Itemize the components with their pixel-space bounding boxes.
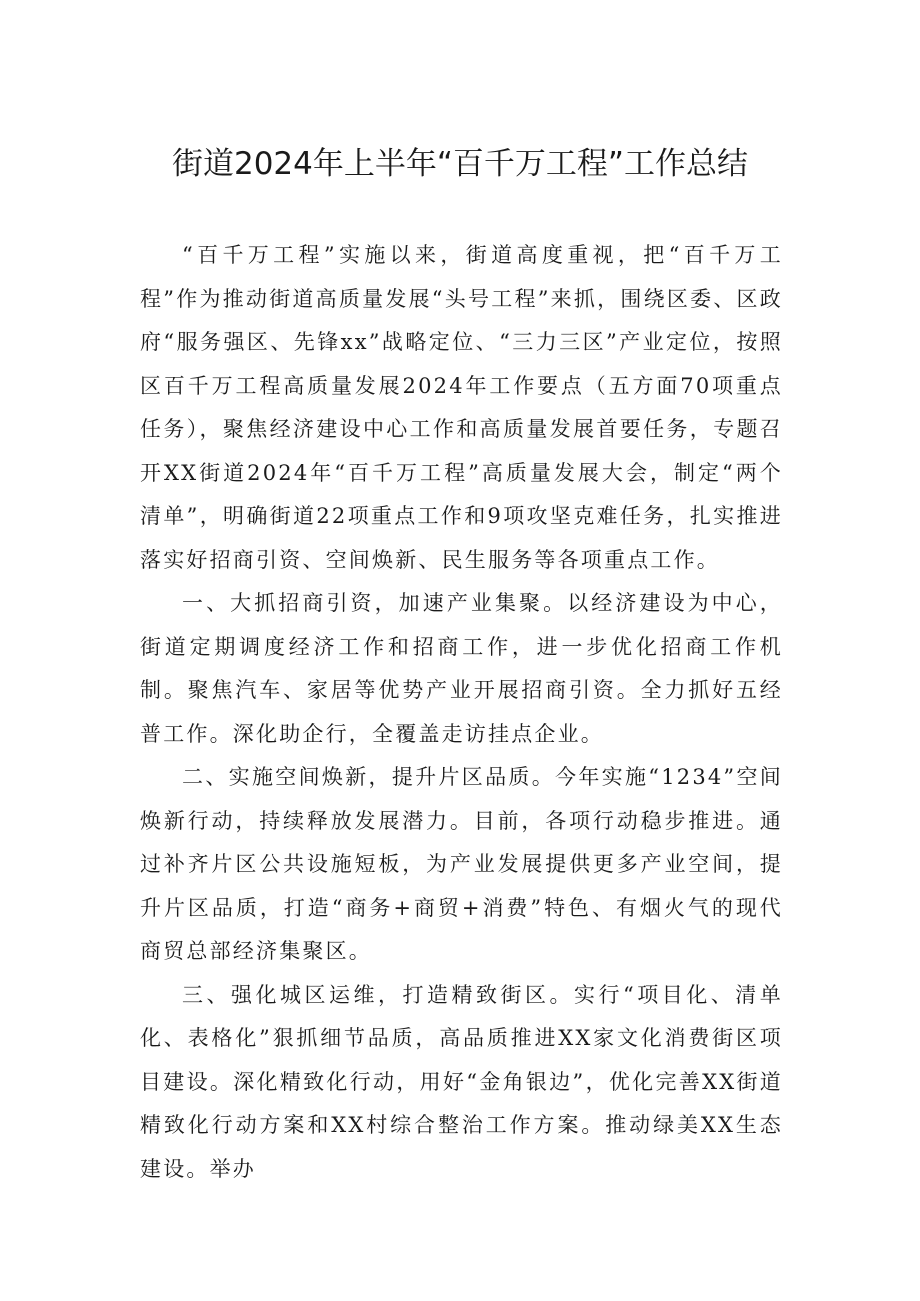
paragraph-section-1: 一、大抓招商引资，加速产业集聚。以经济建设为中心，街道定期调度经济工作和招商工作，进一步优化招商工作机制。聚焦汽车、家居等优势产业开展招商引资。全力抓好五经普工作。深化助企行，全覆盖走访挂点企业。 xyxy=(140,591,783,746)
paragraph-section-3: 三、强化城区运维，打造精致街区。实行“项目化、清单化、表格化”狠抓细节品质，高品质推进XX家文化消费街区项目建设。深化精致化行动，用好“金角银边”，优化完善XX街道精致化行动方案和XX村综合整治工作方案。推动绿美XX生态建设。举办 xyxy=(140,982,783,1181)
paragraph-intro: “百千万工程”实施以来，街道高度重视，把“百千万工程”作为推动街道高质量发展“头号工程”来抓，围绕区委、区政府“服务强区、先锋xx”战略定位、“三力三区”产业定位，按照区百千万工程高质量发展2024年工作要点（五方面70项重点任务），聚焦经济建设中心工作和高质量发展首要任务，专题召开XX街道2024年“百千万工程”高质量发展大会，制定“两个清单”，明确街道22项重点工作和9项攻坚克难任务，扎实推进落实好招商引资、空间焕新、民生服务等各项重点工作。 xyxy=(140,243,783,572)
document-title: 街道2024年上半年“百千万工程”工作总结 xyxy=(171,146,748,182)
document-body xyxy=(140,234,783,1191)
paragraph-section-2: 二、实施空间焕新，提升片区品质。今年实施“1234”空间焕新行动，持续释放发展潜力。目前，各项行动稳步推进。通过补齐片区公共设施短板，为产业发展提供更多产业空间，提升片区品质，打造“商务+商贸+消费”特色、有烟火气的现代商贸总部经济集聚区。 xyxy=(140,765,783,963)
